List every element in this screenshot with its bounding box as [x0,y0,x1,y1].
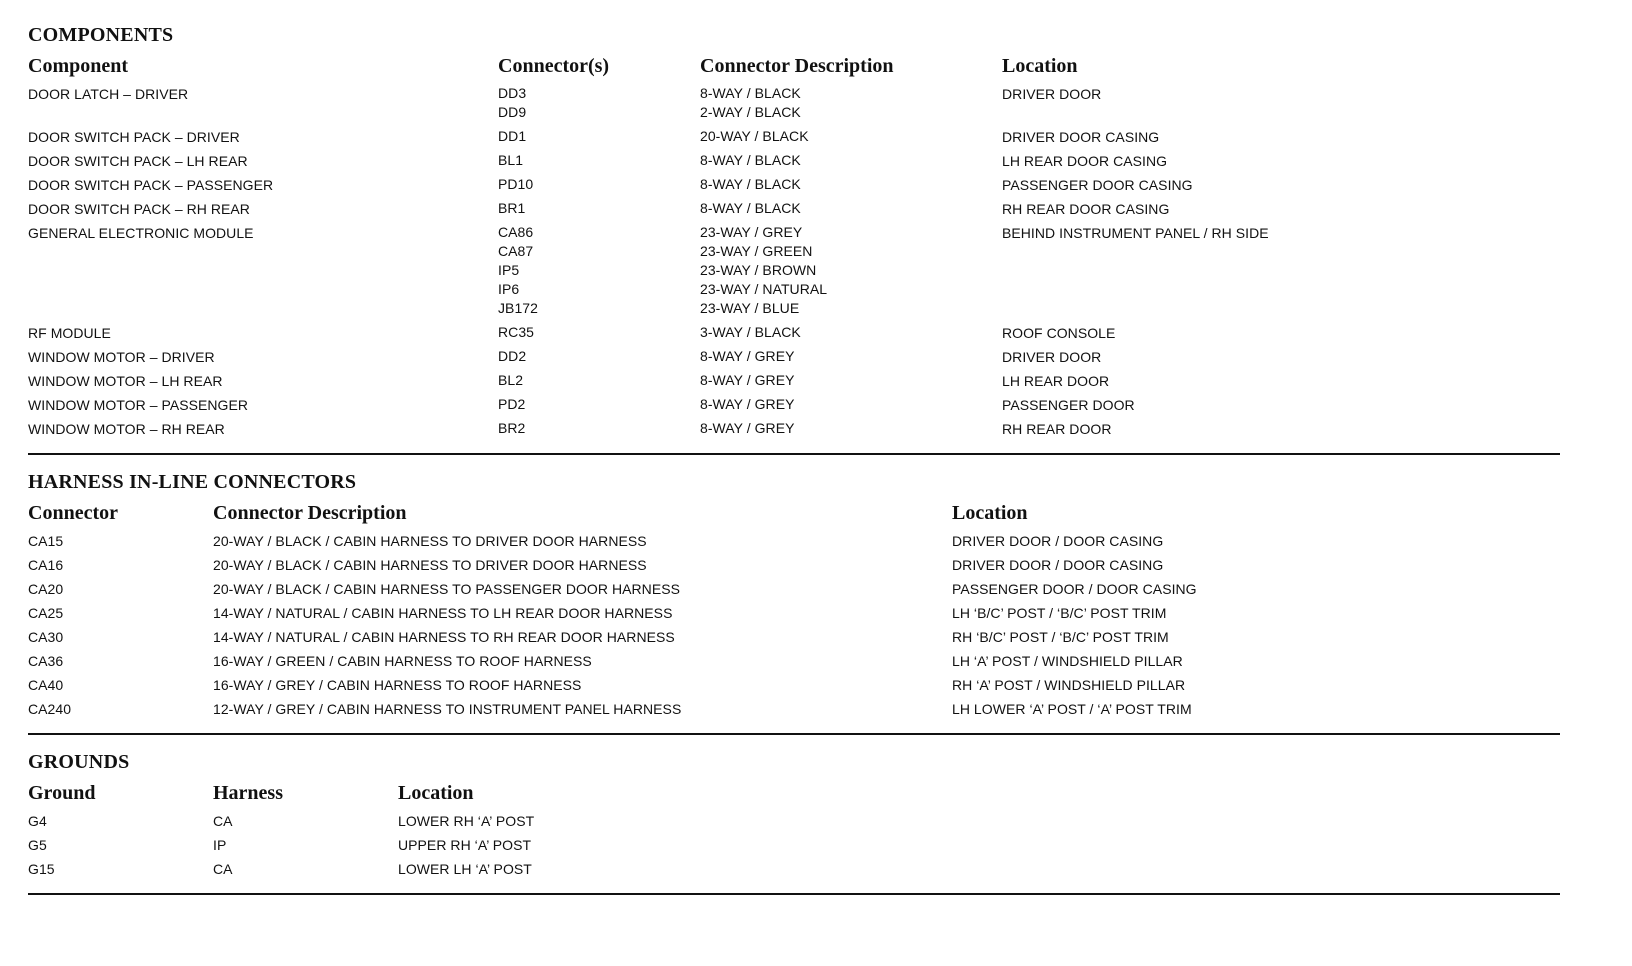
grounds-section [28,749,1564,883]
connector-id: CA240 [28,701,72,717]
table-row [28,395,1564,419]
connector-id: PD2 [498,396,526,412]
table-row [28,199,1564,223]
connector-id: DD2 [498,348,527,364]
connector-id: CA15 [28,533,64,549]
table-row [28,675,1564,699]
connector-id: BL1 [498,152,524,168]
header-harness: Harness [213,782,283,804]
harness-table-body [28,531,1564,723]
ground-location: LOWER LH ‘A’ POST [398,861,532,877]
connector-id: JB172 [498,300,538,316]
connector-id: CA87 [498,243,534,259]
table-row [28,603,1564,627]
connector-list [498,323,534,342]
table-row [28,651,1564,675]
ground-id: G5 [28,837,47,853]
connector-id: IP5 [498,262,520,278]
section-divider [28,893,1560,895]
connector-location: LH ‘A’ POST / WINDSHIELD PILLAR [952,653,1183,669]
harness-section [28,469,1564,723]
connector-description: 8-WAY / GREY [700,396,795,412]
ground-id: G15 [28,861,55,877]
connector-description-list [700,127,809,146]
connector-list [498,127,526,146]
connector-description: 23-WAY / BROWN [700,262,817,278]
header-location: Location [398,782,474,804]
connector-description: 16-WAY / GREEN / CABIN HARNESS TO ROOF HARNESS [213,653,592,669]
component-location: LH REAR DOOR CASING [1002,153,1168,169]
section-divider [28,453,1560,455]
connector-description: 14-WAY / NATURAL / CABIN HARNESS TO LH REAR DOOR HARNESS [213,605,673,621]
connector-description: 23-WAY / GREEN [700,243,813,259]
table-row [28,127,1564,151]
connector-list [498,347,526,366]
component-location: PASSENGER DOOR [1002,397,1135,413]
harness-header-row [28,497,1564,531]
ground-harness: CA [213,861,233,877]
connector-id: CA20 [28,581,64,597]
component-name: DOOR SWITCH PACK – RH REAR [28,201,250,217]
table-row [28,419,1564,443]
connector-description-list [700,84,801,122]
connector-description: 23-WAY / NATURAL [700,281,828,297]
connector-description: 23-WAY / GREY [700,224,803,240]
connector-description: 8-WAY / BLACK [700,85,801,101]
connector-id: CA86 [498,224,534,240]
connector-list [498,395,525,414]
connector-list [498,151,523,170]
component-name: WINDOW MOTOR – DRIVER [28,349,215,365]
ground-location: LOWER RH ‘A’ POST [398,813,535,829]
component-name: DOOR SWITCH PACK – LH REAR [28,153,248,169]
grounds-title: GROUNDS [28,751,130,773]
table-row [28,371,1564,395]
component-location: RH REAR DOOR [1002,421,1112,437]
connector-id: PD10 [498,176,534,192]
connector-description: 23-WAY / BLUE [700,300,800,316]
ground-harness: CA [213,813,233,829]
connector-description: 16-WAY / GREY / CABIN HARNESS TO ROOF HARNESS [213,677,582,693]
header-location: Location [952,502,1028,524]
connector-id: RC35 [498,324,534,340]
harness-title: HARNESS IN-LINE CONNECTORS [28,471,357,493]
connector-description: 2-WAY / BLACK [700,104,801,120]
connector-id: CA36 [28,653,64,669]
connector-location: LH ‘B/C’ POST / ‘B/C’ POST TRIM [952,605,1167,621]
component-name: RF MODULE [28,325,111,341]
connector-list [498,199,525,218]
table-row [28,323,1564,347]
header-connector-description: Connector Description [700,55,894,77]
header-location: Location [1002,55,1078,77]
component-name: GENERAL ELECTRONIC MODULE [28,225,254,241]
connector-description: 20-WAY / BLACK / CABIN HARNESS TO PASSENGER DOOR HARNESS [213,581,680,597]
connector-location: RH ‘A’ POST / WINDSHIELD PILLAR [952,677,1186,693]
connector-id: BL2 [498,372,524,388]
connector-description-list [700,347,794,366]
connector-description-list [700,371,794,390]
component-name: WINDOW MOTOR – RH REAR [28,421,225,437]
table-row [28,347,1564,371]
connector-id: CA40 [28,677,64,693]
table-row [28,699,1564,723]
connector-id: CA30 [28,629,64,645]
component-location: DRIVER DOOR [1002,86,1102,102]
connector-description-list [700,151,801,170]
connector-location: DRIVER DOOR / DOOR CASING [952,533,1164,549]
section-divider [28,733,1560,735]
header-connector-description: Connector Description [213,502,407,524]
connector-list [498,223,538,318]
table-row [28,579,1564,603]
connector-list [498,84,526,122]
connector-list [498,371,523,390]
component-location: PASSENGER DOOR CASING [1002,177,1193,193]
connector-id: DD3 [498,85,527,101]
connector-list [498,419,525,438]
connector-description: 14-WAY / NATURAL / CABIN HARNESS TO RH REAR DOOR HARNESS [213,629,675,645]
connector-description: 8-WAY / BLACK [700,176,801,192]
table-row [28,531,1564,555]
component-name: DOOR SWITCH PACK – PASSENGER [28,177,274,193]
connector-id: BR2 [498,420,526,436]
connector-description-list [700,323,801,342]
table-row [28,835,1564,859]
connector-id: DD1 [498,128,527,144]
connector-description-list [700,395,794,414]
connector-description: 8-WAY / GREY [700,372,795,388]
component-location: BEHIND INSTRUMENT PANEL / RH SIDE [1002,225,1269,241]
component-location: RH REAR DOOR CASING [1002,201,1170,217]
table-row [28,175,1564,199]
connector-description: 8-WAY / GREY [700,348,795,364]
component-location: DRIVER DOOR CASING [1002,129,1160,145]
connector-id: CA16 [28,557,64,573]
components-title: COMPONENTS [28,24,174,46]
connector-description: 8-WAY / BLACK [700,200,801,216]
component-location: LH REAR DOOR [1002,373,1110,389]
component-name: DOOR SWITCH PACK – DRIVER [28,129,240,145]
connector-description-list [700,419,794,438]
connector-id: IP6 [498,281,520,297]
component-location: DRIVER DOOR [1002,349,1102,365]
connector-description-list [700,175,801,194]
header-ground: Ground [28,782,96,804]
header-connectors: Connector(s) [498,55,610,77]
connector-location: DRIVER DOOR / DOOR CASING [952,557,1164,573]
connector-description: 20-WAY / BLACK [700,128,809,144]
table-row [28,555,1564,579]
connector-description-list [700,223,827,318]
table-row [28,627,1564,651]
component-name: WINDOW MOTOR – PASSENGER [28,397,249,413]
connector-description: 20-WAY / BLACK / CABIN HARNESS TO DRIVER DOOR HARNESS [213,533,647,549]
connector-list [498,175,533,194]
connector-description-list [700,199,801,218]
component-location: ROOF CONSOLE [1002,325,1116,341]
connector-description: 3-WAY / BLACK [700,324,801,340]
connector-description: 20-WAY / BLACK / CABIN HARNESS TO DRIVER DOOR HARNESS [213,557,647,573]
connector-location: RH ‘B/C’ POST / ‘B/C’ POST TRIM [952,629,1169,645]
connector-location: PASSENGER DOOR / DOOR CASING [952,581,1197,597]
grounds-table-body [28,811,1564,883]
connector-id: BR1 [498,200,526,216]
components-section [28,22,1564,443]
table-row [28,84,1564,127]
ground-harness: IP [213,837,227,853]
table-row [28,859,1564,883]
header-connector: Connector [28,502,118,524]
header-component: Component [28,55,129,77]
connector-description: 8-WAY / BLACK [700,152,801,168]
ground-id: G4 [28,813,47,829]
table-row [28,223,1564,323]
table-row [28,151,1564,175]
grounds-header-row [28,777,1564,811]
connector-location: LH LOWER ‘A’ POST / ‘A’ POST TRIM [952,701,1192,717]
connector-description: 12-WAY / GREY / CABIN HARNESS TO INSTRUMENT PANEL HARNESS [213,701,682,717]
ground-location: UPPER RH ‘A’ POST [398,837,532,853]
connector-id: DD9 [498,104,527,120]
components-header-row [28,50,1564,84]
table-row [28,811,1564,835]
component-name: WINDOW MOTOR – LH REAR [28,373,223,389]
document-page [28,22,1564,895]
connector-description: 8-WAY / GREY [700,420,795,436]
component-name: DOOR LATCH – DRIVER [28,86,189,102]
components-table-body [28,84,1564,443]
connector-id: CA25 [28,605,64,621]
